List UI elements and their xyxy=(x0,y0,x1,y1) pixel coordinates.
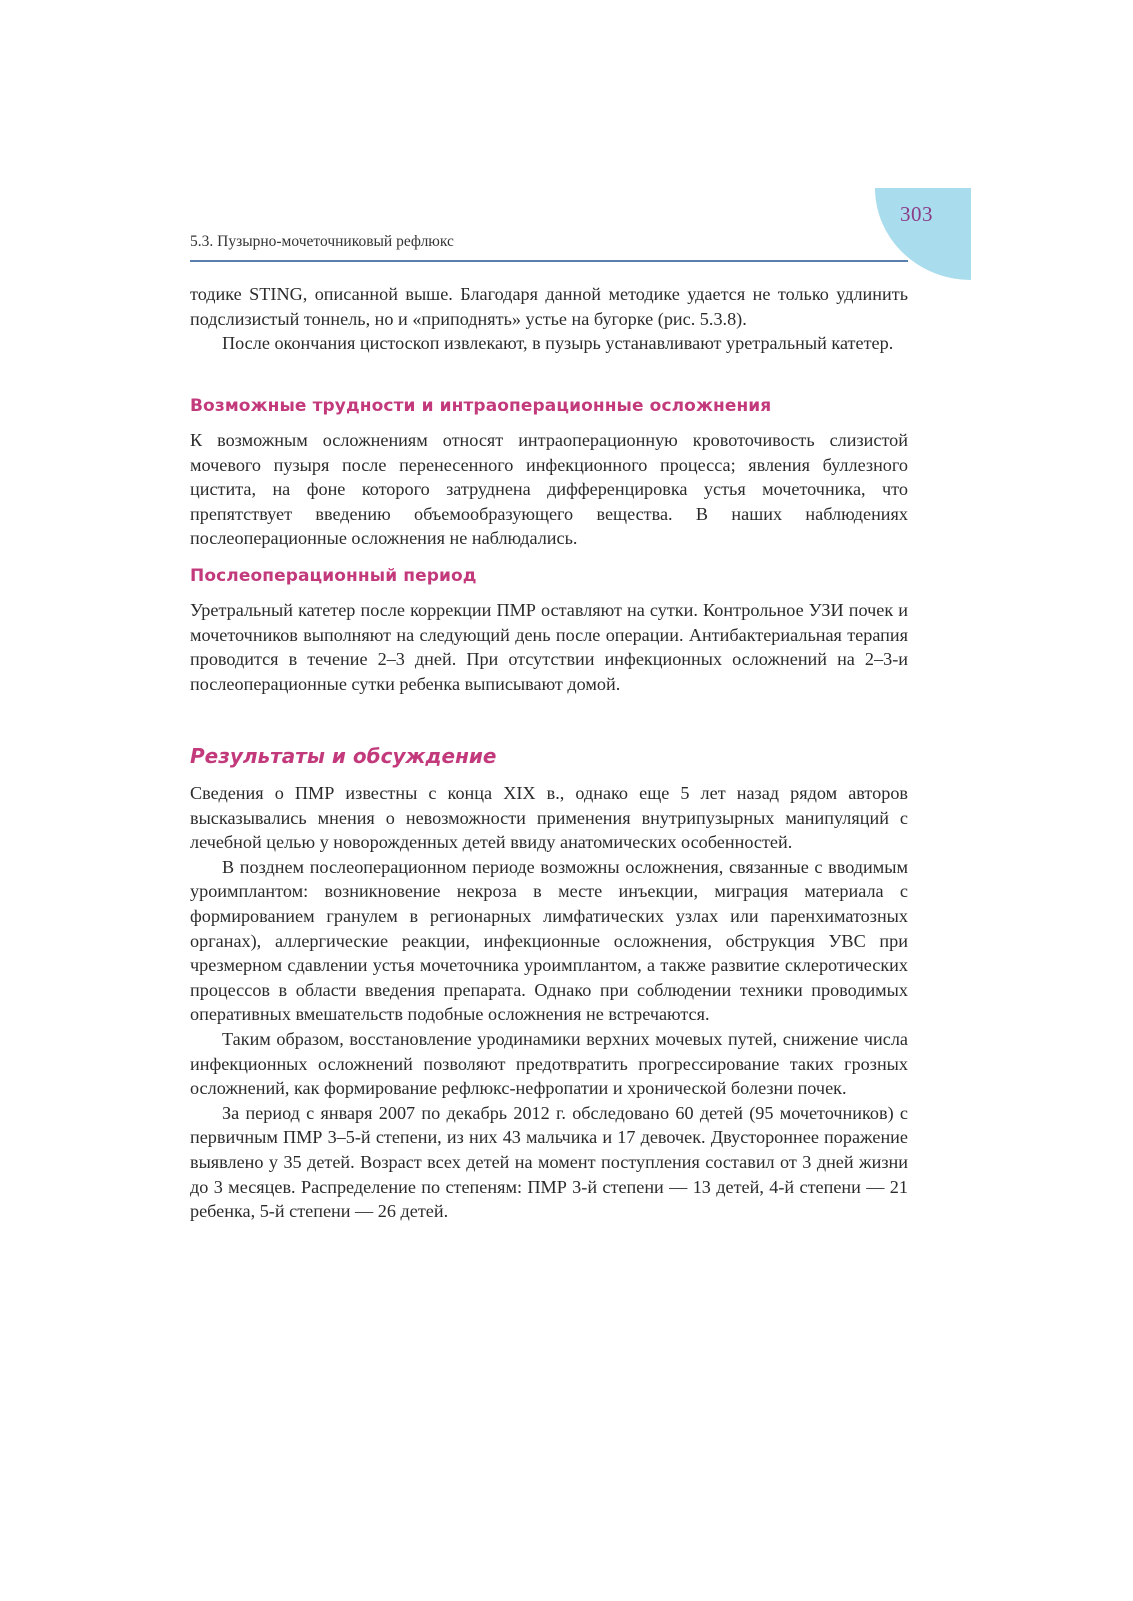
heading-results: Результаты и обсуждение xyxy=(190,744,497,768)
page-number: 303 xyxy=(900,202,933,226)
intro-paragraph-1: тодике STING, описанной выше. Благодаря данной методике удается не только удлинить подслизистый тоннель, но и «приподнять» устье на бугорке (рис. 5.3.8). xyxy=(190,284,908,329)
intro-block xyxy=(190,282,908,356)
postop-block xyxy=(190,598,908,696)
header-rule xyxy=(190,260,908,262)
intro-paragraph-2: После окончания цистоскоп извлекают, в пузырь устанавливают уретральный катетер. xyxy=(222,333,894,354)
results-paragraph-2: В позднем послеоперационном периоде возможны осложнения, связанные с вводимым уроимплантом: возникновение некроза в месте инъекции, миграция материала с формированием гранулем в регионарных лимфатических узлах или паренхиматозных органах), аллергические реакции, инфекционные осложнения, обструкция УВС при чрезмерном сдавлении устья мочеточника уроимплантом, а также развитие склеротических процессов в области введения препарата. Однако при соблюдении техники проводимых оперативных вмешательств подобные осложнения не встречаются. xyxy=(190,856,908,1025)
results-paragraph-4: За период с января 2007 по декабрь 2012 г. обследовано 60 детей (95 мочеточников) с первичным ПМР 3–5-й степени, из них 43 мальчика и 17 девочек. Двустороннее поражение выявлено у 35 детей. Возраст всех детей на момент поступления составил от 3 дней жизни до 3 месяцев. Распределение по степеням: ПМР 3-й степени — 13 детей, 4-й степени — 21 ребенка, 5-й степени — 26 детей. xyxy=(190,1102,908,1222)
complications-paragraph: К возможным осложнениям относят интраоперационную кровоточивость слизистой мочевого пузыря после перенесенного инфекционного процесса; явления буллезного цистита, на фоне которого затруднена дифференцировка устья мочеточника, что препятствует введению объемообразующего вещества. В наших наблюдениях послеоперационные осложнения не наблюдались. xyxy=(190,430,908,549)
postop-paragraph: Уретральный катетер после коррекции ПМР оставляют на сутки. Контрольное УЗИ почек и мочеточников выполняют на следующий день после операции. Антибактериальная терапия проводится в течение 2–3 дней. При отсутствии инфекционных осложнений на 2–3-и послеоперационные сутки ребенка выписывают домой. xyxy=(190,600,908,694)
heading-postop: Послеоперационный период xyxy=(190,566,477,586)
heading-complications: Возможные трудности и интраоперационные осложнения xyxy=(190,396,772,416)
results-block xyxy=(190,781,908,1224)
running-head: 5.3. Пузырно-мочеточниковый рефлюкс xyxy=(190,233,454,250)
results-paragraph-3: Таким образом, восстановление уродинамики верхних мочевых путей, снижение числа инфекционных осложнений позволяют предотвратить прогрессирование таких грозных осложнений, как формирование рефлюкс-нефропатии и хронической болезни почек. xyxy=(190,1028,908,1099)
complications-block xyxy=(190,428,908,551)
results-paragraph-1: Сведения о ПМР известны с конца XIX в., однако еще 5 лет назад рядом авторов высказывались мнения о невозможности применения внутрипузырных манипуляций с лечебной целью у новорожденных детей ввиду анатомических особенностей. xyxy=(190,783,908,853)
